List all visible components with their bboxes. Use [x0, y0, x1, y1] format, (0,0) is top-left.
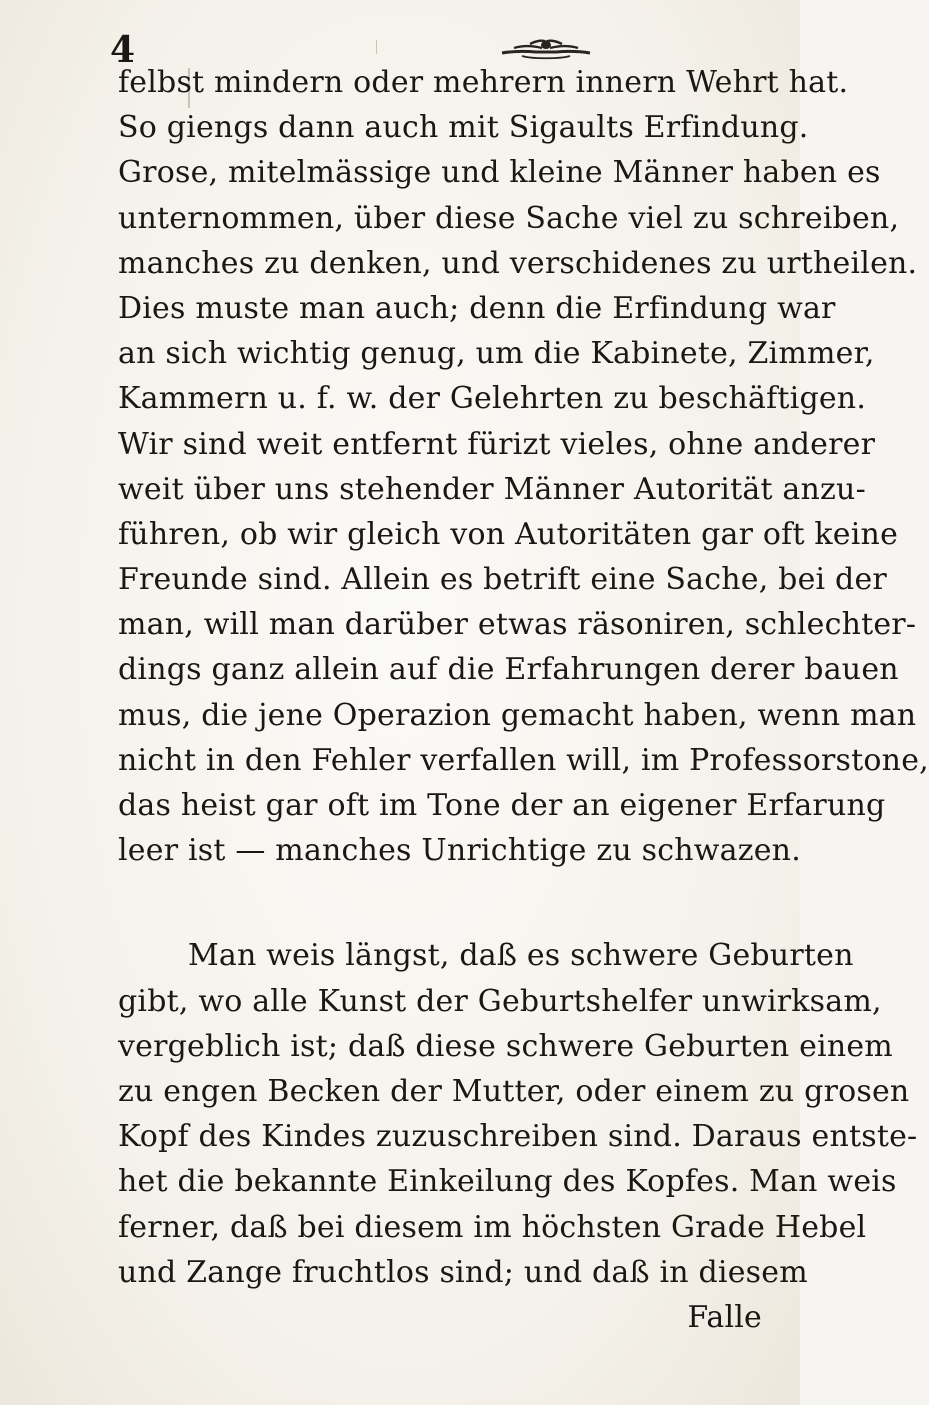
- text-line: Kammern u. f. w. der Gelehrten zu beschäftigen.: [118, 381, 867, 417]
- text-line: Wir sind weit entfernt fürizt vieles, ohne anderer: [118, 426, 876, 462]
- text-line: unternommen, über diese Sache viel zu schreiben,: [118, 200, 900, 236]
- text-line: So giengs dann auch mit Sigaults Erfindung.: [118, 110, 809, 146]
- text-line: führen, ob wir gleich von Autoritäten gar oft keine: [118, 516, 899, 552]
- text-line: Dies muste man auch; denn die Erfindung war: [118, 290, 836, 326]
- text-line: Freunde sind. Allein es betrift eine Sache, bei der: [118, 562, 887, 598]
- ornament-divider-icon: [500, 36, 592, 62]
- text-line: weit über uns stehender Männer Autorität anzu-: [118, 471, 866, 507]
- text-line: Kopf des Kindes zuzuschreiben sind. Daraus entste-: [118, 1119, 918, 1155]
- text-line: Man weis längst, daß es schwere Geburten: [188, 938, 854, 974]
- text-line: felbst mindern oder mehrern innern Wehrt hat.: [118, 65, 849, 100]
- text-line: das heist gar oft im Tone der an eigener Erfarung: [118, 788, 886, 823]
- text-line: und Zange fruchtlos sind; und daß in diesem: [118, 1254, 808, 1290]
- paragraph-gap: [118, 873, 778, 933]
- text-line: ferner, daß bei diesem im höchsten Grade Hebel: [118, 1209, 867, 1245]
- text-line: man, will man darüber etwas räsoniren, schlechter-: [118, 607, 917, 643]
- text-line: nicht in den Fehler verfallen will, im Professorstone,: [118, 742, 929, 778]
- page-number: 4: [110, 29, 136, 71]
- text-line: Grose, mitelmässige und kleine Männer haben es: [118, 155, 881, 191]
- paragraph: [118, 60, 929, 873]
- paragraph: [118, 933, 918, 1295]
- text-line: vergeblich ist; daß diese schwere Geburten einem: [118, 1028, 893, 1064]
- text-line: mus, die jene Operazion gemacht haben, wenn man: [118, 697, 917, 733]
- text-line: zu engen Becken der Mutter, oder einem zu grosen: [118, 1073, 910, 1109]
- text-line: dings ganz allein auf die Erfahrungen derer bauen: [118, 652, 899, 688]
- margin-mark: [376, 40, 377, 54]
- text-line: leer ist — manches Unrichtige zu schwazen.: [118, 833, 801, 869]
- text-line: an sich wichtig genug, um die Kabinete, Zimmer,: [118, 336, 875, 372]
- text-line: het die bekannte Einkeilung des Kopfes. Man weis: [118, 1164, 897, 1200]
- body-text: [118, 60, 929, 1340]
- text-line: manches zu denken, und verschidenes zu urtheilen.: [118, 245, 918, 281]
- catchword: Falle: [687, 1299, 762, 1335]
- text-line: gibt, wo alle Kunst der Geburtshelfer unwirksam,: [118, 983, 882, 1019]
